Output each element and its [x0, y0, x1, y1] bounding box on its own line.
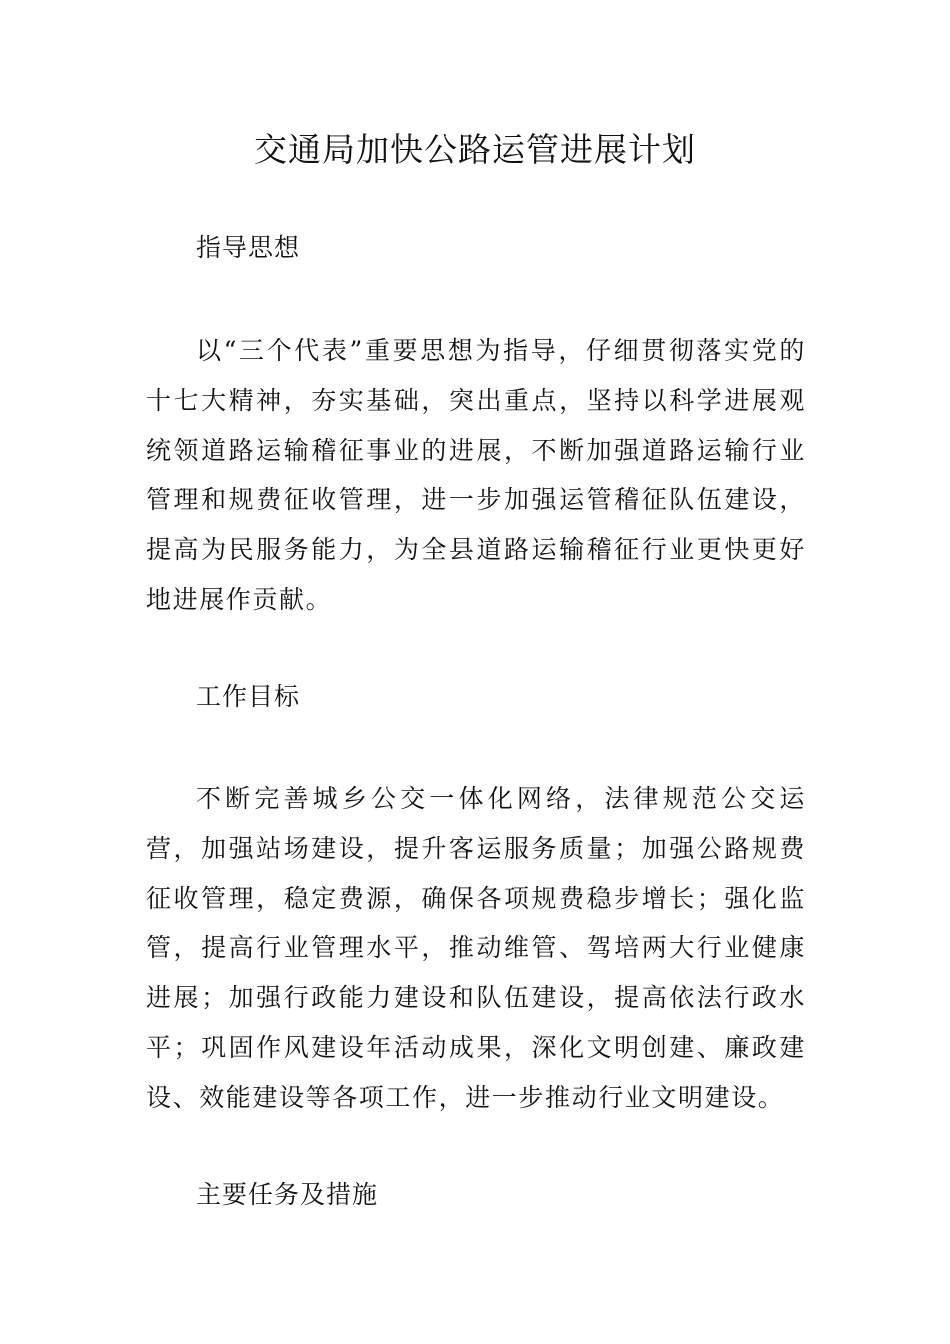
section-heading-guiding-ideology: 指导思想 [196, 233, 301, 262]
section-body-guiding-ideology: 以“三个代表”重要思想为指导，仔细贯彻落实党的十七大精神，夯实基础，突出重点，坚持以科学进展观统领道路运输稽征事业的进展，不断加强道路运输行业管理和规费征收管理，进一步加强运管稽征队伍建设，提高为民服务能力，为全县道路运输稽征行业更快更好地进展作贡献。 [146, 336, 806, 614]
document-title: 交通局加快公路运管进展计划 [254, 130, 696, 169]
section-heading-work-goals: 工作目标 [196, 682, 301, 711]
section-body-work-goals: 不断完善城乡公交一体化网络，法律规范公交运营，加强站场建设，提升客运服务质量；加强公路规费征收管理，稳定费源，确保各项规费稳步增长；强化监管，提高行业管理水平，推动维管、驾培两大行业健康进展；加强行政能力建设和队伍建设，提高依法行政水平；巩固作风建设年活动成果，深化文明创建、廉政建设、效能建设等各项工作，进一步推动行业文明建设。 [146, 784, 806, 1112]
section-heading-main-tasks: 主要任务及措施 [196, 1180, 379, 1209]
